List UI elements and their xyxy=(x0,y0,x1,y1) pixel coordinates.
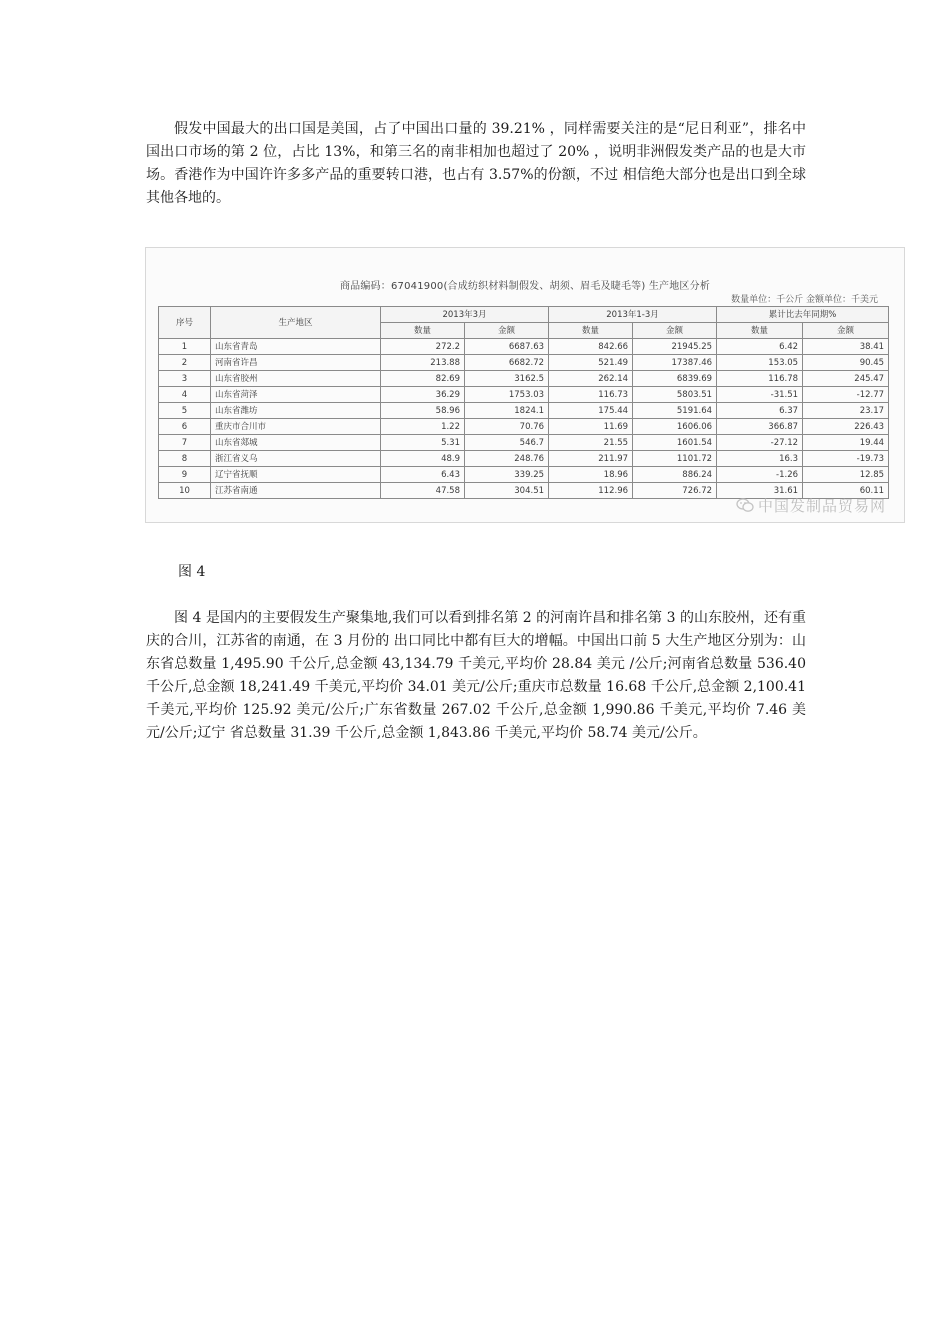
cell-q1-amount: 886.24 xyxy=(633,467,717,483)
cell-march-amount: 70.76 xyxy=(465,419,549,435)
table-row xyxy=(159,387,889,403)
cell-region: 河南省许昌 xyxy=(211,355,381,371)
header-group-yoy: 累计比去年同期% xyxy=(717,307,889,323)
cell-index: 3 xyxy=(159,371,211,387)
cell-q1-quantity: 175.44 xyxy=(549,403,633,419)
cell-q1-amount: 17387.46 xyxy=(633,355,717,371)
cell-yoy-amount: 23.17 xyxy=(803,403,889,419)
cell-yoy-quantity: 366.87 xyxy=(717,419,803,435)
cell-march-quantity: 82.69 xyxy=(381,371,465,387)
cell-index: 2 xyxy=(159,355,211,371)
cell-region: 重庆市合川市 xyxy=(211,419,381,435)
cell-yoy-amount: 90.45 xyxy=(803,355,889,371)
cell-yoy-quantity: 6.37 xyxy=(717,403,803,419)
table-row xyxy=(159,339,889,355)
figure-caption: 图 4 xyxy=(178,564,206,580)
figure-4-table-image xyxy=(145,247,905,523)
cell-q1-quantity: 112.96 xyxy=(549,483,633,499)
cell-index: 4 xyxy=(159,387,211,403)
cell-march-amount: 6682.72 xyxy=(465,355,549,371)
header-group-march: 2013年3月 xyxy=(381,307,549,323)
production-region-table xyxy=(158,306,889,499)
cell-march-quantity: 6.43 xyxy=(381,467,465,483)
header-amount: 金额 xyxy=(465,323,549,339)
header-quantity: 数量 xyxy=(381,323,465,339)
cell-yoy-amount: 60.11 xyxy=(803,483,889,499)
cell-region: 山东省郯城 xyxy=(211,435,381,451)
cell-index: 9 xyxy=(159,467,211,483)
cell-march-amount: 1753.03 xyxy=(465,387,549,403)
cell-march-quantity: 1.22 xyxy=(381,419,465,435)
figure-unit-note: 数量单位：千公斤 金额单位：千美元 xyxy=(731,295,878,305)
cell-region: 辽宁省抚顺 xyxy=(211,467,381,483)
wechat-logo-icon xyxy=(736,498,754,513)
cell-index: 1 xyxy=(159,339,211,355)
table-body xyxy=(159,339,889,499)
body-paragraph-2: 图 4 是国内的主要假发生产聚集地,我们可以看到排名第 2 的河南许昌和排名第 3 的山东胶州，还有重庆的合川，江苏省的南通，在 3 月份的 出口同比中都有巨大的增幅。中国出口前 5 大生产地区分别为：山东省总数量 1,495.90 千公斤,总金额 43,134.79 千美元,平均价 28.84 美元 /公斤;河南省总数量 536.40 千公斤,总金额 18,241.49 千美元,平均价 34.01 美元/公斤;重庆市总数量 16.68 千公斤,总金额 2,100.41 千美元,平均价 125.92 美元/公斤;广东省数量 267.02 千公斤,总金额 1,990.86 千美元,平均价 7.46 美元/公斤;辽宁 省总数量 31.39 千公斤,总金额 1,843.86 千美元,平均价 58.74 美元/公斤。 xyxy=(146,610,806,741)
cell-q1-quantity: 521.49 xyxy=(549,355,633,371)
table-row xyxy=(159,371,889,387)
cell-yoy-quantity: -1.26 xyxy=(717,467,803,483)
table-row xyxy=(159,435,889,451)
cell-march-quantity: 213.88 xyxy=(381,355,465,371)
table-row xyxy=(159,451,889,467)
header-amount: 金额 xyxy=(803,323,889,339)
header-index: 序号 xyxy=(159,307,211,339)
cell-region: 山东省胶州 xyxy=(211,371,381,387)
cell-q1-amount: 726.72 xyxy=(633,483,717,499)
cell-yoy-amount: 38.41 xyxy=(803,339,889,355)
header-quantity: 数量 xyxy=(717,323,803,339)
cell-march-amount: 1824.1 xyxy=(465,403,549,419)
cell-yoy-amount: -19.73 xyxy=(803,451,889,467)
cell-yoy-amount: 12.85 xyxy=(803,467,889,483)
cell-yoy-amount: 226.43 xyxy=(803,419,889,435)
cell-march-quantity: 36.29 xyxy=(381,387,465,403)
cell-yoy-quantity: 31.61 xyxy=(717,483,803,499)
cell-q1-quantity: 116.73 xyxy=(549,387,633,403)
cell-march-quantity: 272.2 xyxy=(381,339,465,355)
watermark xyxy=(736,495,886,516)
cell-index: 8 xyxy=(159,451,211,467)
cell-march-amount: 304.51 xyxy=(465,483,549,499)
watermark-text: 中国发制品贸易网 xyxy=(757,497,886,515)
cell-march-quantity: 48.9 xyxy=(381,451,465,467)
body-paragraph-1: 假发中国最大的出口国是美国，占了中国出口量的 39.21% ，同样需要关注的是“尼日利亚”，排名中国出口市场的第 2 位，占比 13%，和第三名的南非相加也超过了 20% ，说明非洲假发类产品的也是大市场。香港作为中国许许多多产品的重要转口港，也占有 3.57%的份额，不过 相信绝大部分也是出口到全球其他各地的。 xyxy=(146,121,806,206)
cell-march-quantity: 5.31 xyxy=(381,435,465,451)
cell-index: 10 xyxy=(159,483,211,499)
cell-q1-quantity: 18.96 xyxy=(549,467,633,483)
header-group-jan-mar: 2013年1-3月 xyxy=(549,307,717,323)
cell-march-amount: 546.7 xyxy=(465,435,549,451)
cell-index: 7 xyxy=(159,435,211,451)
cell-q1-quantity: 11.69 xyxy=(549,419,633,435)
table-row xyxy=(159,355,889,371)
cell-yoy-quantity: 153.05 xyxy=(717,355,803,371)
cell-q1-amount: 1601.54 xyxy=(633,435,717,451)
cell-march-quantity: 47.58 xyxy=(381,483,465,499)
cell-index: 5 xyxy=(159,403,211,419)
cell-index: 6 xyxy=(159,419,211,435)
cell-q1-amount: 6839.69 xyxy=(633,371,717,387)
cell-march-amount: 6687.63 xyxy=(465,339,549,355)
cell-q1-amount: 1101.72 xyxy=(633,451,717,467)
cell-q1-amount: 21945.25 xyxy=(633,339,717,355)
cell-region: 山东省菏泽 xyxy=(211,387,381,403)
cell-yoy-quantity: 6.42 xyxy=(717,339,803,355)
header-amount: 金额 xyxy=(633,323,717,339)
cell-yoy-quantity: 116.78 xyxy=(717,371,803,387)
cell-yoy-quantity: 16.3 xyxy=(717,451,803,467)
cell-yoy-amount: 245.47 xyxy=(803,371,889,387)
cell-region: 江苏省南通 xyxy=(211,483,381,499)
cell-q1-quantity: 211.97 xyxy=(549,451,633,467)
table-row xyxy=(159,403,889,419)
cell-march-amount: 339.25 xyxy=(465,467,549,483)
cell-q1-amount: 5803.51 xyxy=(633,387,717,403)
cell-yoy-amount: -12.77 xyxy=(803,387,889,403)
cell-yoy-quantity: -27.12 xyxy=(717,435,803,451)
cell-q1-quantity: 842.66 xyxy=(549,339,633,355)
table-row xyxy=(159,467,889,483)
cell-region: 山东省青岛 xyxy=(211,339,381,355)
cell-march-amount: 248.76 xyxy=(465,451,549,467)
cell-march-amount: 3162.5 xyxy=(465,371,549,387)
header-region: 生产地区 xyxy=(211,307,381,339)
cell-region: 山东省潍坊 xyxy=(211,403,381,419)
cell-q1-amount: 1606.06 xyxy=(633,419,717,435)
cell-yoy-amount: 19.44 xyxy=(803,435,889,451)
cell-q1-quantity: 262.14 xyxy=(549,371,633,387)
cell-q1-amount: 5191.64 xyxy=(633,403,717,419)
table-row xyxy=(159,419,889,435)
cell-q1-quantity: 21.55 xyxy=(549,435,633,451)
header-quantity: 数量 xyxy=(549,323,633,339)
cell-march-quantity: 58.96 xyxy=(381,403,465,419)
cell-yoy-quantity: -31.51 xyxy=(717,387,803,403)
figure-title: 商品编码：67041900(合成纺织材料制假发、胡须、眉毛及睫毛等) 生产地区分析 xyxy=(339,281,711,292)
cell-region: 浙江省义乌 xyxy=(211,451,381,467)
